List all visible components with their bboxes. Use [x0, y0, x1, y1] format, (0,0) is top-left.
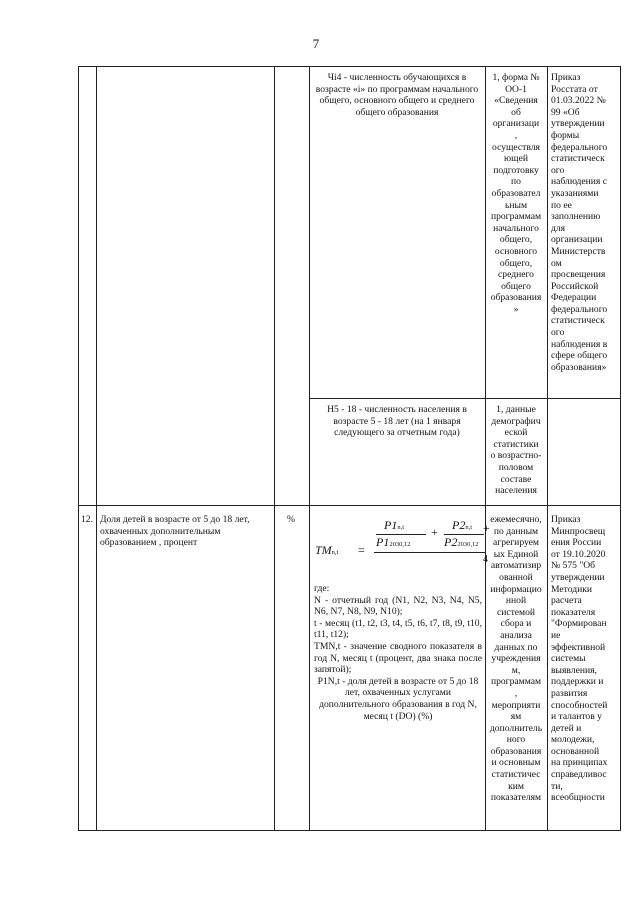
def-tm: TMN,t - значение сводного показателя в год N, месяц t (процент, два знака после запятой); — [314, 640, 482, 676]
regulation-col-12 — [551, 514, 619, 804]
text-line: о возрастно- — [490, 450, 542, 462]
text-line: ого — [551, 327, 565, 339]
text-line: ющей — [504, 153, 528, 165]
text-line: , — [514, 687, 518, 699]
text-line: автоматизир — [490, 560, 542, 572]
text-line: Министерств — [551, 245, 606, 257]
formula — [310, 510, 486, 580]
row-divider — [309, 398, 621, 399]
text-line: составе — [500, 473, 532, 485]
text-line: указаниями — [551, 187, 599, 199]
main-fraction-bar — [374, 552, 486, 553]
text-line: ого — [551, 164, 565, 176]
text-line: по ее — [551, 199, 572, 211]
text-line: общего, — [499, 234, 533, 246]
text-line: программам — [490, 211, 542, 223]
text-line: данных по — [494, 641, 538, 653]
text-line: еской — [504, 427, 528, 439]
text-line: федерального — [551, 303, 608, 315]
text-line: "Формирован — [551, 618, 607, 630]
text-line: нной — [505, 595, 527, 607]
indicator-ch-i4: Чi4 - численность обучающихся в возрасте «i» по программам начального общего, основного общего и среднего общего образования — [315, 72, 479, 118]
text-line: расчета — [551, 595, 582, 607]
formula-num1: P1n,t — [384, 518, 405, 532]
text-line: для — [551, 222, 566, 234]
text-line: заполнению — [551, 211, 601, 223]
text-line: просвещения — [551, 269, 606, 281]
text-line: способностей — [551, 699, 608, 711]
text-line: детей и — [551, 722, 582, 734]
text-line: 1, форма № — [492, 72, 540, 83]
text-line: всеобщности — [551, 792, 605, 804]
text-line: анализа — [500, 629, 532, 641]
col-divider — [309, 66, 310, 831]
text-line: среднего — [498, 269, 534, 281]
text-line: системы — [551, 653, 586, 665]
text-line: выявления, — [551, 664, 597, 676]
unit-of-measure: % — [287, 514, 295, 525]
formula-trailing-plus: + — [483, 521, 490, 535]
text-line: информацио — [490, 583, 542, 595]
text-line: об — [511, 106, 521, 118]
text-line: общего — [501, 280, 531, 292]
text-line: и талантов у — [551, 711, 602, 723]
formula-equals: = — [358, 543, 365, 557]
indicator-name: Доля детей в возрасте от 5 до 18 лет, охваченных дополнительным образованием , процент — [100, 514, 250, 549]
text-line: наблюдения с — [551, 176, 607, 188]
text-line: 01.03.2022 № — [551, 95, 606, 107]
text-line: 1, данные — [496, 404, 536, 415]
formula-lhs: TMn,t — [315, 543, 339, 557]
text-line: образовател — [491, 187, 541, 199]
text-line: основанной — [551, 745, 600, 757]
text-line: общего, — [499, 257, 533, 269]
table-border-left — [78, 66, 79, 831]
table-border-top — [78, 66, 621, 67]
text-line: статистики — [493, 438, 539, 450]
formula-den1: P12030,12 — [376, 535, 411, 549]
formula-num2: P2n,t — [452, 518, 473, 532]
text-line: ых Единой — [493, 548, 539, 560]
definitions — [314, 583, 482, 722]
text-line: , — [514, 129, 518, 141]
text-line: на принципах — [551, 757, 608, 769]
text-line: половом — [498, 461, 534, 473]
def-p1: P1N,t - доля детей в возрасте от 5 до 18 лет, охваченных услугами дополнительного образования в год N, месяц t (DO) (%) — [317, 675, 479, 722]
text-line: показателя — [551, 606, 596, 618]
text-line: Росстата от — [551, 83, 598, 95]
col-divider — [547, 66, 548, 831]
text-line: ОО-1 — [505, 83, 527, 95]
text-line: дополнитель — [489, 722, 543, 734]
text-line: от 19.10.2020 — [551, 548, 606, 560]
text-line: организации — [551, 234, 603, 246]
text-line: демографич — [491, 415, 541, 427]
text-line: подготовку — [493, 164, 539, 176]
page-number: 7 — [312, 36, 320, 51]
text-line: ьным — [504, 199, 528, 211]
text-line: системой — [496, 606, 536, 618]
table-border-bottom — [78, 830, 621, 831]
text-line: и основным — [491, 757, 541, 769]
row-divider — [78, 505, 621, 506]
text-line: федерального — [551, 141, 608, 153]
text-line: начального — [493, 222, 539, 234]
text-line: ие — [551, 629, 561, 641]
text-line: программам — [490, 676, 542, 688]
text-line: сфере общего — [551, 350, 608, 362]
source-col-mid — [487, 404, 545, 497]
col-divider — [485, 66, 486, 831]
table-border-right — [620, 66, 621, 831]
text-line: статистическ — [551, 315, 605, 327]
text-line: ежемесячно, — [490, 514, 542, 525]
text-line: ения России — [551, 537, 602, 549]
text-line: формы — [551, 129, 580, 141]
text-line: образования — [490, 292, 542, 304]
text-line: образования — [490, 745, 542, 757]
text-line: «Сведения — [494, 95, 538, 107]
source-col-top — [487, 72, 545, 315]
text-line: по — [511, 176, 521, 188]
text-line: сбора и — [500, 618, 532, 630]
text-line: основного — [494, 245, 538, 257]
text-line: Федерации — [551, 292, 597, 304]
text-line: 99 «Об — [551, 106, 580, 118]
where-label: где: — [314, 583, 330, 594]
text-line: ким — [508, 780, 524, 792]
text-line: мероприяти — [491, 699, 541, 711]
text-line: развития — [551, 687, 588, 699]
text-line: агрегируем — [493, 537, 539, 549]
text-line: № 575 "Об — [551, 560, 596, 572]
text-line: поддержки и — [551, 676, 604, 688]
text-line: по данным — [493, 525, 539, 537]
text-line: ного — [506, 734, 526, 746]
indicator-h5-18: Н5 - 18 - численность населения в возрасте 5 - 18 лет (на 1 января следующего за отчетным года) — [327, 404, 467, 439]
indicators-table — [78, 66, 622, 831]
text-line: молодежи, — [551, 734, 595, 746]
formula-plus: + — [431, 525, 438, 539]
def-n: N - отчетный год (N1, N2, N3, N4, N5, N6, N7, N8, N9, N10); — [314, 594, 482, 618]
text-line: учреждения — [491, 653, 541, 665]
text-line: осуществля — [492, 141, 540, 153]
text-line: эффективной — [551, 641, 606, 653]
text-line: наблюдения в — [551, 338, 608, 350]
text-line: утверждении — [551, 118, 605, 130]
text-line: статистичес — [491, 769, 541, 781]
text-line: » — [513, 303, 519, 315]
text-line: Российской — [551, 280, 599, 292]
formula-trailing-denominator: 4 — [483, 554, 488, 565]
text-line: ованной — [499, 571, 533, 583]
row-number: 12. — [81, 514, 93, 525]
regulation-col-top — [551, 72, 619, 373]
col-divider — [274, 66, 275, 831]
col-divider — [96, 66, 97, 831]
text-line: утверждении — [551, 571, 605, 583]
text-line: статистическ — [551, 153, 605, 165]
text-line: населения — [495, 485, 537, 497]
text-line: образования» — [551, 361, 607, 373]
formula-den2: P22030,12 — [444, 535, 479, 549]
text-line: показателям — [490, 792, 542, 804]
text-line: Методики — [551, 583, 593, 595]
text-line: ям — [510, 711, 522, 723]
def-t: t - месяц (t1, t2, t3, t4, t5, t6, t7, t8, t9, t10, t11, t12); — [314, 617, 482, 641]
source-col-12 — [487, 514, 545, 804]
text-line: Минпросвещ — [551, 525, 606, 537]
text-line: м, — [511, 664, 521, 676]
text-line: Приказ — [551, 72, 581, 83]
text-line: ом — [551, 257, 562, 269]
text-line: справедливос — [551, 769, 607, 781]
text-line: ти, — [551, 780, 563, 792]
text-line: Приказ — [551, 514, 581, 525]
text-line: организаци — [492, 118, 540, 130]
